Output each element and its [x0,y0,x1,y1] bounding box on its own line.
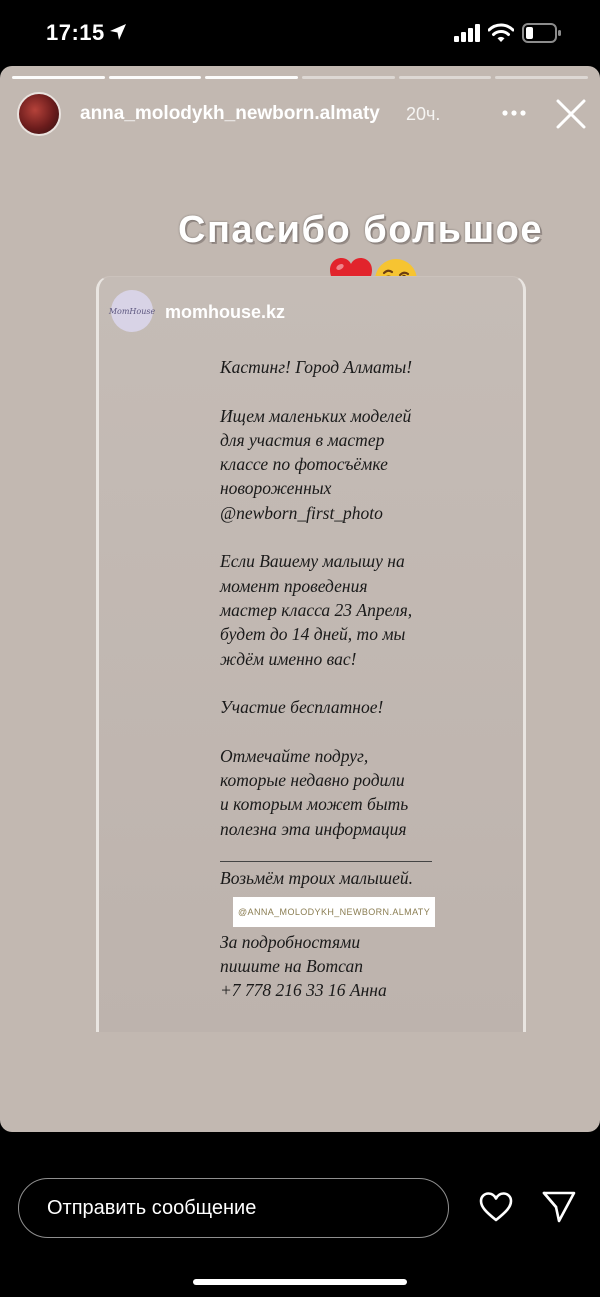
home-indicator[interactable] [193,1279,407,1285]
post-paragraph: Кастинг! Город Алматы! [220,357,413,377]
post-contact: За подробностями пишите на Вотсап +7 778 216 33 16 Анна [220,931,387,1001]
mention-sticker[interactable]: @ANNA_MOLODYKH_NEWBORN.ALMATY [233,897,435,927]
status-time: 17:15 [46,20,105,45]
send-message-input[interactable] [18,1178,449,1238]
battery-icon [522,23,562,43]
post-paragraph: Возьмём троих малышей. [220,868,414,889]
post-paragraph: Отмечайте подруг, которые недавно родили и которым может быть полезна эта информация [220,745,409,839]
status-bar [0,0,600,66]
story-caption: Спасибо большое [178,209,544,251]
story-progress-segment [12,76,105,79]
more-options-icon[interactable] [502,110,526,116]
post-paragraph: Участие бесплатное! [220,697,384,718]
shared-post-avatar[interactable] [108,290,156,332]
story-progress-segment [495,76,588,79]
story-time-ago: 20ч. [406,104,441,124]
close-icon[interactable] [556,99,586,129]
shared-post-account[interactable]: momhouse.kz [165,302,286,322]
shared-post-card[interactable] [96,276,526,1032]
wifi-icon [488,23,514,43]
send-icon[interactable] [541,1190,577,1224]
story-progress-segment [399,76,492,79]
story-author-username[interactable]: anna_molodykh_newborn.almaty [80,103,380,124]
post-paragraph: Ищем маленьких моделей для участия в мастер классе по фотосъёмке новороженных @newborn_first_photo [220,405,412,523]
story-progress-bar [12,76,588,79]
story-progress-segment [302,76,395,79]
post-paragraph: Если Вашему малышу на момент проведения мастер класса 23 Апреля, будет до 14 дней, то мы ждём именно вас! [220,551,413,669]
shared-post-avatar-label: MomHouse [108,306,156,316]
like-heart-icon[interactable] [478,1191,514,1223]
story-author-avatar[interactable] [17,92,61,136]
send-message-placeholder: Отправить сообщение [47,1196,257,1219]
story-progress-segment [205,76,298,79]
post-divider [220,861,432,862]
story-progress-segment [109,76,202,79]
location-arrow-icon [108,22,128,42]
cellular-signal-icon [454,24,482,42]
shared-post-text [220,355,520,1027]
story-viewer[interactable] [0,66,600,1132]
